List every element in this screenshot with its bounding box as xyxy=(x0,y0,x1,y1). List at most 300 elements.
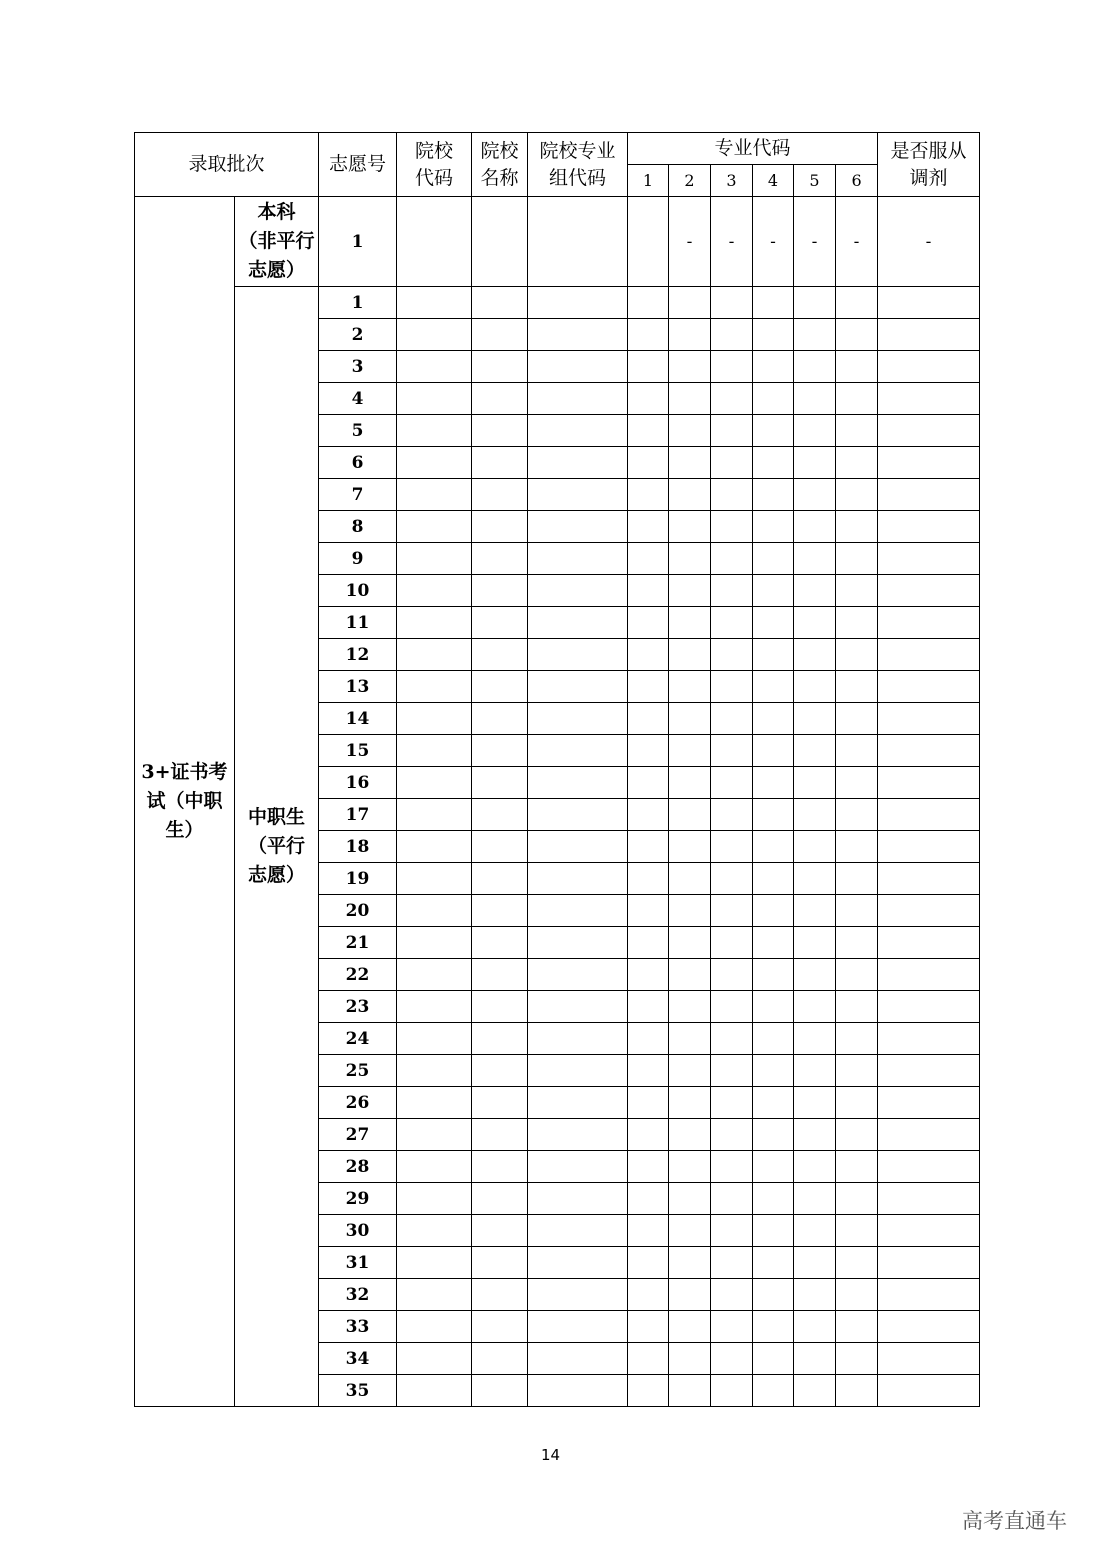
major-code-cell[interactable] xyxy=(836,1279,878,1311)
school-name-cell[interactable] xyxy=(472,1279,528,1311)
major-code-cell[interactable] xyxy=(753,287,794,319)
group-code-cell[interactable] xyxy=(528,1055,628,1087)
school-code-cell[interactable] xyxy=(397,287,472,319)
major-code-cell[interactable] xyxy=(753,703,794,735)
major-code-cell[interactable] xyxy=(836,1119,878,1151)
major-code-cell[interactable] xyxy=(753,1311,794,1343)
adjust-cell[interactable] xyxy=(878,767,980,799)
school-name-cell[interactable] xyxy=(472,895,528,927)
school-code-cell[interactable] xyxy=(397,735,472,767)
school-name-cell[interactable] xyxy=(472,1375,528,1407)
adjust-cell[interactable] xyxy=(878,959,980,991)
major-code-cell[interactable] xyxy=(836,575,878,607)
adjust-cell[interactable] xyxy=(878,351,980,383)
major-code-cell[interactable] xyxy=(711,991,753,1023)
major-code-cell[interactable] xyxy=(711,1055,753,1087)
major-code-cell[interactable] xyxy=(836,543,878,575)
group-code-cell[interactable] xyxy=(528,1279,628,1311)
school-name-cell[interactable] xyxy=(472,287,528,319)
major-code-cell[interactable] xyxy=(753,383,794,415)
school-code-cell[interactable] xyxy=(397,959,472,991)
group-code-cell[interactable] xyxy=(528,767,628,799)
adjust-cell[interactable] xyxy=(878,735,980,767)
major-code-cell[interactable] xyxy=(628,287,669,319)
major-code-cell[interactable] xyxy=(669,1311,711,1343)
major-code-cell[interactable] xyxy=(669,319,711,351)
major-code-cell[interactable] xyxy=(836,607,878,639)
major-code-cell[interactable] xyxy=(836,351,878,383)
major-code-cell[interactable] xyxy=(794,1087,836,1119)
adjust-cell[interactable] xyxy=(878,1055,980,1087)
major-code-cell[interactable] xyxy=(836,287,878,319)
major-code-cell[interactable] xyxy=(836,895,878,927)
group-code-cell[interactable] xyxy=(528,447,628,479)
major-code-cell[interactable] xyxy=(794,607,836,639)
major-code-cell[interactable] xyxy=(628,575,669,607)
major-code-cell[interactable] xyxy=(711,1151,753,1183)
group-code-cell[interactable] xyxy=(528,351,628,383)
major-code-cell[interactable] xyxy=(794,511,836,543)
school-name-cell[interactable] xyxy=(472,479,528,511)
major-code-cell[interactable] xyxy=(628,1343,669,1375)
school-name-cell[interactable] xyxy=(472,703,528,735)
adjust-cell[interactable] xyxy=(878,1375,980,1407)
school-code-cell[interactable] xyxy=(397,991,472,1023)
major-code-cell[interactable] xyxy=(753,511,794,543)
major-code-cell[interactable] xyxy=(628,447,669,479)
group-code-cell[interactable] xyxy=(528,543,628,575)
major-code-cell[interactable] xyxy=(794,1119,836,1151)
school-code-cell[interactable] xyxy=(397,1375,472,1407)
major-code-cell[interactable] xyxy=(669,287,711,319)
school-code-cell[interactable] xyxy=(397,799,472,831)
adjust-cell[interactable] xyxy=(878,1247,980,1279)
major-code-cell[interactable] xyxy=(836,1055,878,1087)
group-code-cell[interactable] xyxy=(528,671,628,703)
major-code-cell[interactable] xyxy=(711,415,753,447)
major-code-cell[interactable] xyxy=(711,543,753,575)
major-code-cell[interactable] xyxy=(753,639,794,671)
major-code-cell[interactable] xyxy=(628,639,669,671)
major-code-cell[interactable] xyxy=(628,799,669,831)
group-code-cell[interactable] xyxy=(528,895,628,927)
major-code-cell[interactable] xyxy=(711,1119,753,1151)
major-code-cell[interactable] xyxy=(628,543,669,575)
major-code-cell[interactable] xyxy=(753,927,794,959)
school-name-cell[interactable] xyxy=(472,543,528,575)
major-code-cell[interactable] xyxy=(794,479,836,511)
major-code-cell[interactable] xyxy=(836,1343,878,1375)
major-code-cell[interactable] xyxy=(628,991,669,1023)
major-code-cell[interactable] xyxy=(753,1343,794,1375)
major-code-cell[interactable] xyxy=(753,543,794,575)
school-code-cell[interactable] xyxy=(397,1183,472,1215)
major-code-cell[interactable] xyxy=(836,1023,878,1055)
school-code-cell[interactable] xyxy=(397,1055,472,1087)
major-code-cell[interactable] xyxy=(669,479,711,511)
school-code-cell[interactable] xyxy=(397,607,472,639)
major-code-cell[interactable] xyxy=(794,831,836,863)
major-code-cell[interactable] xyxy=(753,415,794,447)
major-code-cell[interactable] xyxy=(753,767,794,799)
school-name-cell[interactable] xyxy=(472,831,528,863)
school-code-cell[interactable] xyxy=(397,1087,472,1119)
school-code-cell[interactable] xyxy=(397,1023,472,1055)
school-code-cell[interactable] xyxy=(397,1247,472,1279)
major-code-cell[interactable] xyxy=(669,415,711,447)
adjust-cell[interactable] xyxy=(878,287,980,319)
group-code-cell[interactable] xyxy=(528,863,628,895)
school-code-cell[interactable] xyxy=(397,1279,472,1311)
major-code-cell[interactable] xyxy=(794,1311,836,1343)
major-code-cell[interactable] xyxy=(711,959,753,991)
major-code-cell[interactable] xyxy=(753,351,794,383)
school-code-cell[interactable] xyxy=(397,895,472,927)
school-name-cell[interactable] xyxy=(472,735,528,767)
adjust-cell[interactable] xyxy=(878,383,980,415)
major-code-cell[interactable] xyxy=(794,991,836,1023)
major-code-cell[interactable] xyxy=(711,447,753,479)
major-code-cell[interactable] xyxy=(669,1215,711,1247)
major-code-cell[interactable] xyxy=(669,351,711,383)
major-code-cell[interactable] xyxy=(794,1279,836,1311)
major-code-cell[interactable] xyxy=(794,383,836,415)
group-code-cell[interactable] xyxy=(528,991,628,1023)
major-code-cell[interactable] xyxy=(669,703,711,735)
major-code-cell[interactable] xyxy=(669,959,711,991)
major-code-cell[interactable] xyxy=(836,415,878,447)
major-code-cell[interactable] xyxy=(711,1087,753,1119)
major-code-cell[interactable] xyxy=(711,1023,753,1055)
major-code-cell[interactable] xyxy=(711,1279,753,1311)
major-code-cell[interactable] xyxy=(753,1119,794,1151)
major-code-cell[interactable] xyxy=(836,319,878,351)
adjust-cell[interactable] xyxy=(878,991,980,1023)
major-code-cell[interactable] xyxy=(628,1215,669,1247)
major-code-cell[interactable] xyxy=(669,1375,711,1407)
major-code-cell[interactable] xyxy=(794,799,836,831)
adjust-cell[interactable] xyxy=(878,799,980,831)
school-name-cell[interactable] xyxy=(472,383,528,415)
major-code-cell[interactable] xyxy=(628,1375,669,1407)
group-code-cell[interactable] xyxy=(528,1247,628,1279)
group-code-cell[interactable] xyxy=(528,575,628,607)
major-code-cell[interactable] xyxy=(711,479,753,511)
major-code-cell[interactable] xyxy=(628,895,669,927)
major-code-cell[interactable] xyxy=(794,895,836,927)
major-code-cell[interactable] xyxy=(794,1183,836,1215)
major-code-cell[interactable] xyxy=(669,511,711,543)
major-code-cell[interactable] xyxy=(711,831,753,863)
major-code-cell[interactable] xyxy=(669,383,711,415)
major-code-cell[interactable] xyxy=(836,671,878,703)
major-code-cell[interactable] xyxy=(794,959,836,991)
major-code-cell[interactable] xyxy=(628,1151,669,1183)
group-code-cell[interactable] xyxy=(528,735,628,767)
major-code-cell[interactable] xyxy=(669,1151,711,1183)
school-code-cell[interactable] xyxy=(397,1215,472,1247)
major-code-cell[interactable] xyxy=(794,1375,836,1407)
group-code-cell[interactable] xyxy=(528,1311,628,1343)
major-code-cell[interactable] xyxy=(711,351,753,383)
adjust-cell[interactable] xyxy=(878,447,980,479)
school-code-cell[interactable] xyxy=(397,703,472,735)
major-code-cell[interactable] xyxy=(711,607,753,639)
major-code-cell[interactable] xyxy=(711,927,753,959)
school-name-cell[interactable] xyxy=(472,639,528,671)
major-code-cell[interactable] xyxy=(836,1087,878,1119)
school-name-cell[interactable] xyxy=(472,1247,528,1279)
group-code-cell[interactable] xyxy=(528,1087,628,1119)
major-code-cell[interactable] xyxy=(711,1375,753,1407)
major-code-cell[interactable] xyxy=(628,1119,669,1151)
major-code-cell[interactable] xyxy=(628,1247,669,1279)
group-code-cell[interactable] xyxy=(528,831,628,863)
school-code-cell[interactable] xyxy=(397,383,472,415)
major-code-cell[interactable] xyxy=(753,607,794,639)
major-code-cell[interactable] xyxy=(836,383,878,415)
major-code-cell[interactable] xyxy=(628,1087,669,1119)
major-code-cell[interactable] xyxy=(669,1119,711,1151)
group-code-cell[interactable] xyxy=(528,703,628,735)
major-code-cell[interactable] xyxy=(836,927,878,959)
major-code-cell[interactable] xyxy=(628,479,669,511)
school-name-cell[interactable] xyxy=(472,415,528,447)
adjust-cell[interactable] xyxy=(878,319,980,351)
major-code-cell[interactable] xyxy=(711,319,753,351)
major-code-cell[interactable] xyxy=(753,1055,794,1087)
major-code-cell[interactable] xyxy=(669,863,711,895)
school-name-cell[interactable] xyxy=(472,1215,528,1247)
major-code-cell[interactable] xyxy=(794,703,836,735)
school-code-cell[interactable] xyxy=(397,447,472,479)
school-name-cell[interactable] xyxy=(472,991,528,1023)
group-code-cell[interactable] xyxy=(528,1343,628,1375)
adjust-cell[interactable] xyxy=(878,639,980,671)
school-name-cell[interactable] xyxy=(472,1023,528,1055)
school-name-cell[interactable] xyxy=(472,1087,528,1119)
school-name-cell[interactable] xyxy=(472,1151,528,1183)
major-code-cell[interactable] xyxy=(753,1247,794,1279)
major-code-cell[interactable] xyxy=(794,1151,836,1183)
major-code-cell[interactable] xyxy=(753,1215,794,1247)
major-code-cell[interactable] xyxy=(753,959,794,991)
adjust-cell[interactable] xyxy=(878,1215,980,1247)
major-code-cell[interactable] xyxy=(711,1343,753,1375)
school-name-cell[interactable] xyxy=(472,511,528,543)
adjust-cell[interactable] xyxy=(878,1023,980,1055)
school-name-cell[interactable] xyxy=(472,927,528,959)
school-name-cell[interactable] xyxy=(472,1183,528,1215)
major-code-cell[interactable] xyxy=(669,1023,711,1055)
adjust-cell[interactable] xyxy=(878,511,980,543)
major-code-cell[interactable] xyxy=(794,447,836,479)
school-name-cell[interactable] xyxy=(472,1055,528,1087)
adjust-cell[interactable] xyxy=(878,671,980,703)
school-code-cell[interactable] xyxy=(397,767,472,799)
major-code-cell[interactable] xyxy=(669,1279,711,1311)
major-code-cell[interactable] xyxy=(753,735,794,767)
major-code-cell[interactable] xyxy=(628,863,669,895)
major-code-cell[interactable] xyxy=(628,1311,669,1343)
major-code-cell[interactable] xyxy=(753,447,794,479)
major-code-cell[interactable] xyxy=(669,799,711,831)
major-code-cell[interactable] xyxy=(628,767,669,799)
school-name-cell[interactable] xyxy=(472,575,528,607)
major-code-cell[interactable] xyxy=(753,319,794,351)
school-code-cell[interactable] xyxy=(397,671,472,703)
major-code-cell[interactable] xyxy=(711,895,753,927)
major-code-cell[interactable] xyxy=(669,447,711,479)
school-code-cell[interactable] xyxy=(397,927,472,959)
school-code-cell[interactable] xyxy=(397,1119,472,1151)
school-code-cell[interactable] xyxy=(397,415,472,447)
school-name-cell[interactable] xyxy=(472,671,528,703)
adjust-cell[interactable] xyxy=(878,543,980,575)
major-code-cell[interactable] xyxy=(753,1151,794,1183)
major-code-cell[interactable] xyxy=(669,543,711,575)
major-code-cell[interactable] xyxy=(794,287,836,319)
major-code-cell[interactable] xyxy=(794,351,836,383)
major-code-cell[interactable] xyxy=(836,1375,878,1407)
adjust-cell[interactable] xyxy=(878,575,980,607)
school-code-cell[interactable] xyxy=(397,831,472,863)
major-code-cell[interactable] xyxy=(836,1215,878,1247)
school-code-cell[interactable] xyxy=(397,197,472,287)
major-code-cell[interactable] xyxy=(836,703,878,735)
major-code-cell[interactable] xyxy=(628,607,669,639)
major-code-cell[interactable] xyxy=(794,1215,836,1247)
school-code-cell[interactable] xyxy=(397,639,472,671)
major-code-cell[interactable] xyxy=(836,447,878,479)
major-code-cell[interactable] xyxy=(711,1215,753,1247)
major-code-cell[interactable] xyxy=(753,863,794,895)
school-name-cell[interactable] xyxy=(472,1311,528,1343)
major-code-cell[interactable] xyxy=(794,575,836,607)
school-name-cell[interactable] xyxy=(472,351,528,383)
group-code-cell[interactable] xyxy=(528,1215,628,1247)
group-code-cell[interactable] xyxy=(528,1183,628,1215)
school-code-cell[interactable] xyxy=(397,575,472,607)
major-code-cell[interactable] xyxy=(753,1023,794,1055)
major-code-cell[interactable] xyxy=(711,671,753,703)
major-code-cell[interactable] xyxy=(628,415,669,447)
group-code-cell[interactable] xyxy=(528,319,628,351)
school-code-cell[interactable] xyxy=(397,543,472,575)
major-code-cell[interactable] xyxy=(669,991,711,1023)
major-code-cell[interactable] xyxy=(836,863,878,895)
school-code-cell[interactable] xyxy=(397,319,472,351)
major-code-cell[interactable] xyxy=(669,1055,711,1087)
major-code-cell[interactable] xyxy=(628,1055,669,1087)
major-code-cell[interactable] xyxy=(794,927,836,959)
school-code-cell[interactable] xyxy=(397,1311,472,1343)
school-code-cell[interactable] xyxy=(397,863,472,895)
major-code-cell[interactable] xyxy=(669,1343,711,1375)
school-name-cell[interactable] xyxy=(472,863,528,895)
adjust-cell[interactable] xyxy=(878,1119,980,1151)
major-code-cell[interactable] xyxy=(836,959,878,991)
major-code-cell[interactable] xyxy=(628,351,669,383)
group-code-cell[interactable] xyxy=(528,639,628,671)
school-name-cell[interactable] xyxy=(472,197,528,287)
major-code-cell[interactable] xyxy=(628,511,669,543)
major-code-cell[interactable] xyxy=(836,1151,878,1183)
major-code-cell[interactable] xyxy=(753,991,794,1023)
major-code-cell[interactable] xyxy=(669,767,711,799)
major-code-cell[interactable] xyxy=(628,831,669,863)
major-code-cell[interactable] xyxy=(711,1311,753,1343)
group-code-cell[interactable] xyxy=(528,607,628,639)
major-code-cell[interactable] xyxy=(836,639,878,671)
major-code-cell[interactable] xyxy=(836,799,878,831)
school-code-cell[interactable] xyxy=(397,511,472,543)
major-code-cell[interactable] xyxy=(794,415,836,447)
major-code-cell[interactable] xyxy=(836,1247,878,1279)
major-code-cell[interactable] xyxy=(753,671,794,703)
major-code-cell[interactable] xyxy=(836,831,878,863)
major-code-cell[interactable] xyxy=(753,479,794,511)
major-code-cell[interactable] xyxy=(669,927,711,959)
group-code-cell[interactable] xyxy=(528,1023,628,1055)
major-code-cell[interactable] xyxy=(794,735,836,767)
group-code-cell[interactable] xyxy=(528,927,628,959)
major-code-cell[interactable] xyxy=(836,1183,878,1215)
major-code-cell[interactable] xyxy=(711,383,753,415)
adjust-cell[interactable] xyxy=(878,1183,980,1215)
school-name-cell[interactable] xyxy=(472,799,528,831)
school-code-cell[interactable] xyxy=(397,479,472,511)
group-code-cell[interactable] xyxy=(528,959,628,991)
major-code-cell[interactable] xyxy=(628,1279,669,1311)
major-code-cell[interactable] xyxy=(628,959,669,991)
major-code-cell[interactable] xyxy=(669,1087,711,1119)
major-code-cell[interactable] xyxy=(628,703,669,735)
major-code-cell[interactable] xyxy=(711,735,753,767)
major-code-cell[interactable] xyxy=(628,1023,669,1055)
major-code-cell[interactable] xyxy=(711,767,753,799)
major-code-cell[interactable] xyxy=(836,1311,878,1343)
adjust-cell[interactable] xyxy=(878,1279,980,1311)
group-code-cell[interactable] xyxy=(528,415,628,447)
group-code-cell[interactable] xyxy=(528,287,628,319)
major-code-cell[interactable] xyxy=(794,639,836,671)
major-code-cell[interactable] xyxy=(794,767,836,799)
major-code-cell[interactable] xyxy=(753,1087,794,1119)
major-code-cell[interactable] xyxy=(669,671,711,703)
group-code-cell[interactable] xyxy=(528,197,628,287)
major-code-cell[interactable] xyxy=(669,575,711,607)
school-code-cell[interactable] xyxy=(397,1343,472,1375)
major-code-cell[interactable] xyxy=(794,671,836,703)
major-code-cell[interactable] xyxy=(628,383,669,415)
major-code-cell[interactable] xyxy=(711,863,753,895)
major-code-cell[interactable] xyxy=(794,1023,836,1055)
major-code-cell[interactable] xyxy=(711,799,753,831)
major-code-cell[interactable] xyxy=(836,479,878,511)
adjust-cell[interactable] xyxy=(878,1151,980,1183)
major-code-cell[interactable] xyxy=(753,1279,794,1311)
group-code-cell[interactable] xyxy=(528,479,628,511)
major-code-cell[interactable] xyxy=(794,1247,836,1279)
adjust-cell[interactable] xyxy=(878,1343,980,1375)
major-code-cell[interactable] xyxy=(753,799,794,831)
school-name-cell[interactable] xyxy=(472,767,528,799)
major-code-cell[interactable] xyxy=(669,607,711,639)
major-code-cell[interactable] xyxy=(753,1183,794,1215)
major-code-cell[interactable] xyxy=(669,1183,711,1215)
major-code-cell[interactable] xyxy=(836,767,878,799)
